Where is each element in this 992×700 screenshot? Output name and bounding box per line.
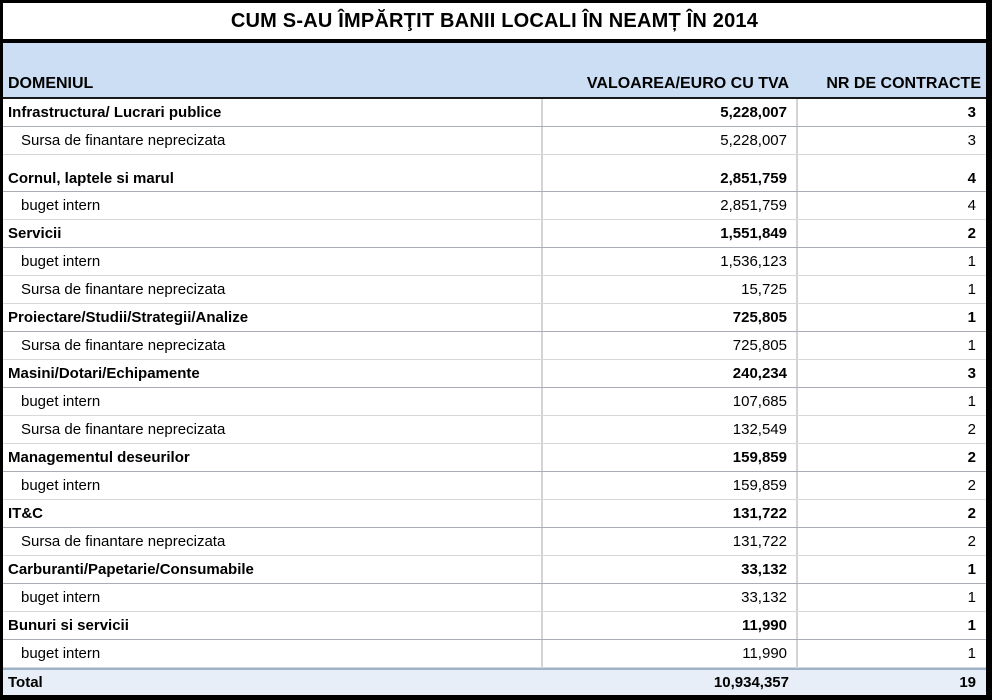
- domain-cell: buget intern: [3, 388, 543, 415]
- column-header-domeniul: DOMENIUL: [8, 75, 94, 92]
- table-row: [3, 612, 986, 640]
- contracts-cell: 1: [967, 561, 976, 578]
- domain-cell: buget intern: [3, 248, 543, 275]
- table-row: [3, 444, 986, 472]
- domain-cell: Sursa de finantare neprecizata: [3, 276, 543, 303]
- contracts-cell: 2: [967, 421, 976, 438]
- table-header-row: [3, 43, 986, 99]
- contracts-cell: 1: [967, 337, 976, 354]
- domain-cell: buget intern: [3, 472, 543, 499]
- value-cell: 131,722: [543, 500, 798, 527]
- column-header-contracte: NR DE CONTRACTE: [826, 75, 981, 92]
- contracts-cell: 3: [967, 132, 976, 149]
- domain-cell: Servicii: [3, 220, 543, 247]
- value-cell: 33,132: [543, 556, 798, 583]
- value-cell: 15,725: [543, 276, 798, 303]
- contracts-cell: 1: [967, 393, 976, 410]
- contracts-cell: 2: [967, 477, 976, 494]
- domain-cell: Sursa de finantare neprecizata: [3, 332, 543, 359]
- value-cell: 131,722: [543, 528, 798, 555]
- domain-cell: buget intern: [3, 584, 543, 611]
- value-cell: 132,549: [543, 416, 798, 443]
- value-cell: 1,551,849: [543, 220, 798, 247]
- total-contracts: 19: [959, 674, 976, 691]
- domain-cell: IT&C: [3, 500, 543, 527]
- table-row: [3, 220, 986, 248]
- value-cell: 2,851,759: [543, 192, 798, 219]
- table-row: [3, 360, 986, 388]
- domain-cell: Sursa de finantare neprecizata: [3, 528, 543, 555]
- table-row: [3, 155, 986, 192]
- domain-cell: buget intern: [3, 640, 543, 667]
- contracts-cell: 1: [967, 617, 976, 634]
- table-row: [3, 332, 986, 360]
- table-row: [3, 640, 986, 668]
- value-cell: 725,805: [543, 304, 798, 331]
- table-row: [3, 388, 986, 416]
- domain-cell: Bunuri si servicii: [3, 612, 543, 639]
- value-cell: 107,685: [543, 388, 798, 415]
- column-header-valoarea: VALOAREA/EURO CU TVA: [586, 75, 789, 92]
- contracts-cell: 3: [967, 365, 976, 382]
- table-row: [3, 500, 986, 528]
- value-cell: 33,132: [543, 584, 798, 611]
- value-cell: 5,228,007: [543, 99, 798, 126]
- value-cell: 240,234: [543, 360, 798, 387]
- value-cell: 725,805: [543, 332, 798, 359]
- value-cell: 159,859: [543, 472, 798, 499]
- contracts-cell: 2: [967, 533, 976, 550]
- contracts-cell: 1: [967, 281, 976, 298]
- table-row: [3, 304, 986, 332]
- contracts-cell: 1: [967, 645, 976, 662]
- table-row: [3, 127, 986, 155]
- table-row: [3, 528, 986, 556]
- table-row: [3, 416, 986, 444]
- table-row: [3, 276, 986, 304]
- domain-cell: Masini/Dotari/Echipamente: [3, 360, 543, 387]
- table-row: [3, 556, 986, 584]
- value-cell: 2,851,759: [543, 155, 798, 191]
- value-cell: 11,990: [543, 640, 798, 667]
- table-body: [3, 99, 986, 668]
- contracts-cell: 2: [967, 449, 976, 466]
- contracts-cell: 1: [967, 309, 976, 326]
- value-cell: 11,990: [543, 612, 798, 639]
- total-label: Total: [8, 674, 43, 691]
- domain-cell: Carburanti/Papetarie/Consumabile: [3, 556, 543, 583]
- contracts-cell: 1: [967, 589, 976, 606]
- contracts-cell: 1: [967, 253, 976, 270]
- title-bar: [3, 3, 986, 39]
- domain-cell: Proiectare/Studii/Strategii/Analize: [3, 304, 543, 331]
- contracts-cell: 2: [967, 505, 976, 522]
- page-title: CUM S-AU ÎMPĂRŢIT BANII LOCALI ÎN NEAMȚ ÎN 2014: [230, 9, 759, 32]
- domain-cell: Sursa de finantare neprecizata: [3, 127, 543, 154]
- contracts-cell: 4: [967, 170, 976, 187]
- domain-cell: Infrastructura/ Lucrari publice: [3, 99, 543, 126]
- value-cell: 1,536,123: [543, 248, 798, 275]
- table-row: [3, 472, 986, 500]
- table-row: [3, 192, 986, 220]
- table-row: [3, 248, 986, 276]
- domain-cell: Sursa de finantare neprecizata: [3, 416, 543, 443]
- total-value: 10,934,357: [713, 674, 789, 691]
- domain-cell: buget intern: [3, 192, 543, 219]
- contracts-cell: 3: [967, 104, 976, 121]
- contracts-cell: 4: [967, 197, 976, 214]
- domain-cell: Cornul, laptele si marul: [3, 155, 543, 191]
- table-row: [3, 99, 986, 127]
- value-cell: 5,228,007: [543, 127, 798, 154]
- total-row: [3, 668, 986, 695]
- value-cell: 159,859: [543, 444, 798, 471]
- domain-cell: Managementul deseurilor: [3, 444, 543, 471]
- table-row: [3, 584, 986, 612]
- contracts-cell: 2: [967, 225, 976, 242]
